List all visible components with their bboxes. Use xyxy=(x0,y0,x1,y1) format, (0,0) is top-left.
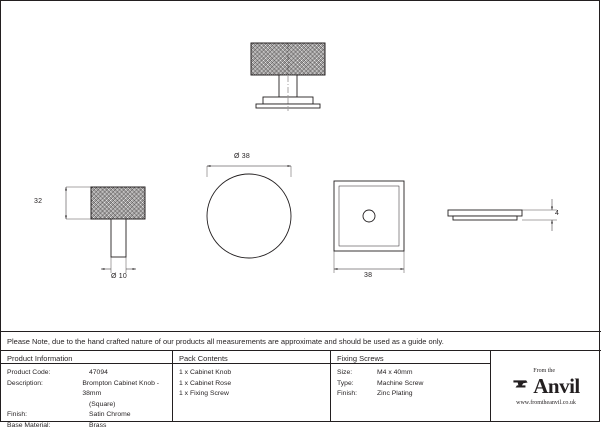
dim-rose-thickness: 4 xyxy=(555,210,559,217)
pack-row xyxy=(179,389,330,400)
note-strip xyxy=(1,331,601,351)
base-material-value: Brass xyxy=(89,421,106,431)
technical-drawing xyxy=(1,1,601,331)
pack-contents-column xyxy=(173,351,331,422)
description-value: Brompton Cabinet Knob - 38mm xyxy=(82,379,172,400)
anvil-icon xyxy=(512,374,529,391)
screw-size-label: Size: xyxy=(337,368,377,379)
brand-logo-column xyxy=(491,351,601,422)
dim-rose-width: 38 xyxy=(364,272,372,279)
pack-row xyxy=(179,379,330,390)
base-material-label: Base Material: xyxy=(7,421,89,431)
product-row xyxy=(7,379,172,400)
description-value-cont: (Square) xyxy=(89,400,115,411)
pack-contents-heading: Pack Contents xyxy=(173,351,330,364)
screw-type-label: Type: xyxy=(337,379,377,390)
logo-from-text: From the xyxy=(533,368,555,375)
product-information-column xyxy=(1,351,173,422)
description-label: Description: xyxy=(7,379,82,400)
fixing-row xyxy=(337,368,490,379)
product-code-label: Product Code: xyxy=(7,368,89,379)
finish-value: Satin Chrome xyxy=(89,410,131,421)
product-row xyxy=(7,410,172,421)
screw-finish-value: Zinc Plating xyxy=(377,389,413,400)
screw-size-value: M4 x 40mm xyxy=(377,368,413,379)
rose-side-view xyxy=(448,199,557,231)
pack-row xyxy=(179,368,330,379)
front-elevation-view xyxy=(66,187,145,273)
pack-item-3: 1 x Fixing Screw xyxy=(179,389,229,400)
description-label-cont xyxy=(7,400,89,411)
screw-type-value: Machine Screw xyxy=(377,379,423,390)
fixing-row xyxy=(337,389,490,400)
rose-plan-view xyxy=(334,181,404,273)
fixing-screws-column xyxy=(331,351,491,422)
logo-anvil-text: Anvil xyxy=(533,375,580,397)
note-text: Please Note, due to the hand crafted nature of our products all measurements are approximate and should be used as a guide only. xyxy=(1,337,444,346)
product-row xyxy=(7,400,172,411)
drawing-svg xyxy=(1,1,601,331)
dim-knob-diameter: Ø 38 xyxy=(234,153,250,160)
logo-url-text: www.fromtheanvil.co.uk xyxy=(516,400,576,406)
dim-knob-height: 32 xyxy=(34,198,42,205)
dim-stem-diameter: Ø 10 xyxy=(111,273,127,280)
product-code-value: 47094 xyxy=(89,368,108,379)
pack-item-1: 1 x Cabinet Knob xyxy=(179,368,231,379)
fixing-screws-heading: Fixing Screws xyxy=(331,351,490,364)
from-the-anvil-logo xyxy=(491,351,601,422)
product-row xyxy=(7,368,172,379)
fixing-row xyxy=(337,379,490,390)
title-block xyxy=(1,351,601,422)
screw-finish-label: Finish: xyxy=(337,389,377,400)
product-row xyxy=(7,421,172,431)
top-elevation-view xyxy=(251,43,325,111)
finish-label: Finish: xyxy=(7,410,89,421)
pack-item-2: 1 x Cabinet Rose xyxy=(179,379,231,390)
product-information-heading: Product Information xyxy=(1,351,172,364)
knob-plan-view xyxy=(207,166,291,258)
